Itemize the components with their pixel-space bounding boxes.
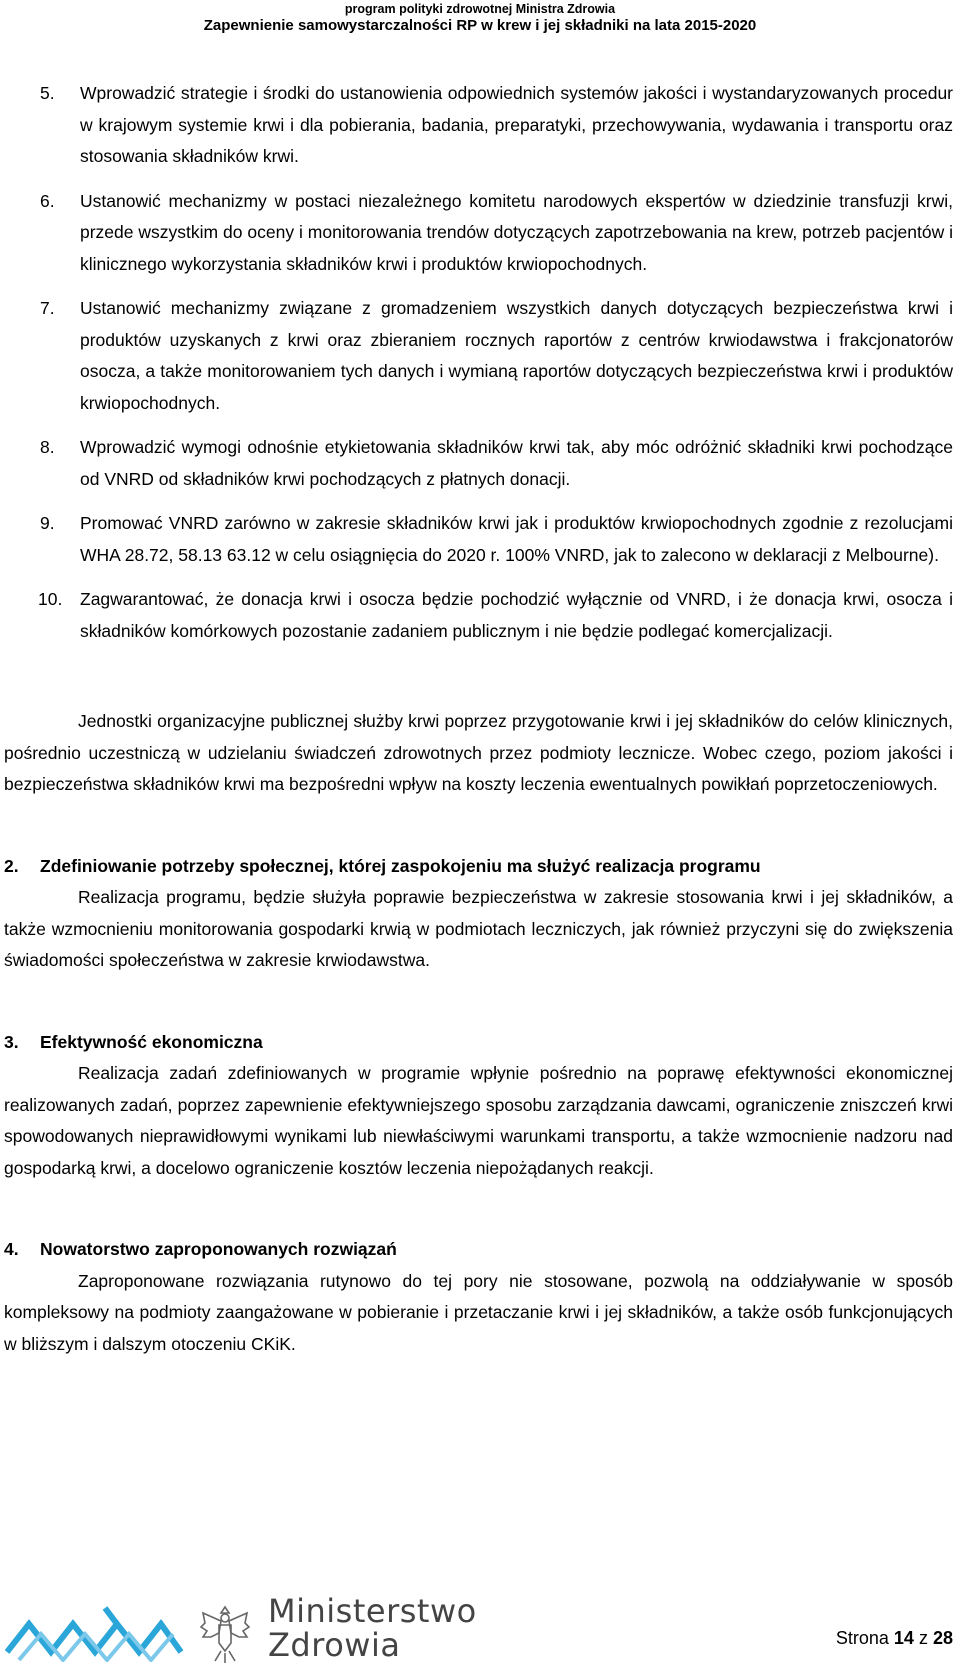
header-title-line: Zapewnienie samowystarczalności RP w krew i jej składniki na lata 2015-2020 xyxy=(203,17,757,34)
list-item-number: 9. xyxy=(40,513,55,533)
ministry-waves-logo-icon xyxy=(5,1600,185,1662)
page-current: 14 xyxy=(893,1628,914,1648)
section-title: Efektywność ekonomiczna xyxy=(40,1031,263,1052)
section-paragraph: Realizacja programu, będzie służyła poprawie bezpieczeństwa w zakresie stosowania krwi i jej składników, a także wzmocnieniu monitorowania gospodarki krwią w podmiotach leczniczych, jak również przyczyni się do zwiększenia świadomości społeczeństwa w zakresie krwiodawstwa. xyxy=(4,887,953,970)
eagle-emblem-icon xyxy=(197,1601,253,1665)
page-separator: z xyxy=(913,1628,933,1648)
page-total: 28 xyxy=(932,1628,953,1648)
section-heading xyxy=(4,1027,953,1059)
list-item-text: Zagwarantować, że donacja krwi i osocza będzie pochodzić wyłącznie od VNRD, i że donacja krwi, osocza i składników komórkowych pozostanie zadaniem publicznym i nie będzie podlegać komercjalizacji. xyxy=(80,589,953,641)
document-body xyxy=(4,78,953,1360)
list-item-number: 7. xyxy=(40,298,55,318)
list-item-text: Ustanowić mechanizmy związane z gromadzeniem wszystkich danych dotyczących bezpieczeństwa krwi i produktów uzyskanych z krwi oraz zbieraniem rocznych raportów z centrów krwiodawstwa i frakcjonatorów osocza, a także monitorowaniem tych danych i wymianą raportów dotyczących bezpieczeństwa krwi i produktów krwiopochodnych. xyxy=(80,298,953,413)
list-item xyxy=(4,186,953,281)
list-item xyxy=(4,293,953,419)
header-program-line: program polityki zdrowotnej Ministra Zdrowia xyxy=(344,2,616,16)
section-paragraph: Realizacja zadań zdefiniowanych w programie wpłynie pośrednio na poprawę efektywności ekonomicznej realizowanych zadań, poprzez zapewnienie efektywniejszego sposobu zarządzania dawcami, ograniczenie zniszczeń krwi spowodowanych nieprawidłowymi wynikami lub niewłaściwymi warunkami transportu, a także wzmocnienie nadzoru nad gospodarką krwi, a docelowo ograniczenie kosztów leczenia niepożądanych reakcji. xyxy=(4,1063,953,1178)
section-number: 4. xyxy=(4,1239,19,1259)
numbered-list xyxy=(4,78,953,647)
list-item-number: 8. xyxy=(40,437,55,457)
section-title: Zdefiniowanie potrzeby społecznej, której zaspokojeniu ma służyć realizacja programu xyxy=(40,855,761,876)
list-item-number: 10. xyxy=(38,589,63,609)
section-paragraph: Zaproponowane rozwiązania rutynowo do tej pory nie stosowane, pozwolą na oddziaływanie w sposób kompleksowy na podmioty zaangażowane w pobieranie i przetaczanie krwi i jej składników, a także osób funkcjonujących w bliższym i dalszym otoczeniu CKiK. xyxy=(4,1270,953,1354)
section-number: 2. xyxy=(4,855,19,876)
page-number xyxy=(836,1628,953,1649)
list-item xyxy=(4,432,953,495)
section-number: 3. xyxy=(4,1031,19,1052)
list-item-text: Promować VNRD zarówno w zakresie składników krwi jak i produktów krwiopochodnych zgodnie z rezolucjami WHA 28.72, 58.13 63.12 w celu osiągnięcia do 2020 r. 100% VNRD, jak to zalecono w deklaracji z Melbourne). xyxy=(80,513,953,565)
intro-paragraph: Jednostki organizacyjne publicznej służby krwi poprzez przygotowanie krwi i jej składników do celów klinicznych, pośrednio uczestniczą w udzielaniu świadczeń zdrowotnych przez podmioty lecznicze. Wobec czego, poziom jakości i bezpieczeństwa składników krwi ma bezpośredni wpływ na koszty leczenia ewentualnych powikłań poprzetoczeniowych. xyxy=(4,711,953,794)
list-item xyxy=(4,508,953,571)
logo-line-ministerstwo: Ministerstwo xyxy=(268,1592,477,1630)
list-item-text: Ustanowić mechanizmy w postaci niezależnego komitetu narodowych ekspertów w dziedzinie transfuzji krwi, przede wszystkim do oceny i monitorowania trendów dotyczących zapotrzebowania na krew, potrzeb pacjentów i klinicznego wykorzystania składników krwi i produktów krwiopochodnych. xyxy=(80,190,953,274)
list-item xyxy=(4,78,953,173)
list-item-number: 6. xyxy=(40,190,55,211)
list-item-text: Wprowadzić wymogi odnośnie etykietowania składników krwi tak, aby móc odróżnić składniki krwi pochodzące od VNRD od składników krwi pochodzących z płatnych donacji. xyxy=(80,437,953,489)
list-item xyxy=(4,584,953,647)
page-header xyxy=(0,0,960,35)
list-item-number: 5. xyxy=(40,83,55,103)
section-title: Nowatorstwo zaproponowanych rozwiązań xyxy=(40,1239,397,1259)
section-heading xyxy=(4,851,953,883)
ministry-logo-wordmark xyxy=(268,1594,477,1662)
section-heading xyxy=(4,1234,953,1266)
page-prefix: Strona xyxy=(835,1628,894,1648)
logo-line-zdrowia: Zdrowia xyxy=(268,1626,401,1664)
list-item-text: Wprowadzić strategie i środki do ustanowienia odpowiednich systemów jakości i wystandaryzowanych procedur w krajowym systemie krwi i dla pobierania, badania, preparatyki, przechowywania, wydawania i transportu oraz stosowania składników krwi. xyxy=(80,83,953,166)
page-footer xyxy=(0,1588,960,1670)
